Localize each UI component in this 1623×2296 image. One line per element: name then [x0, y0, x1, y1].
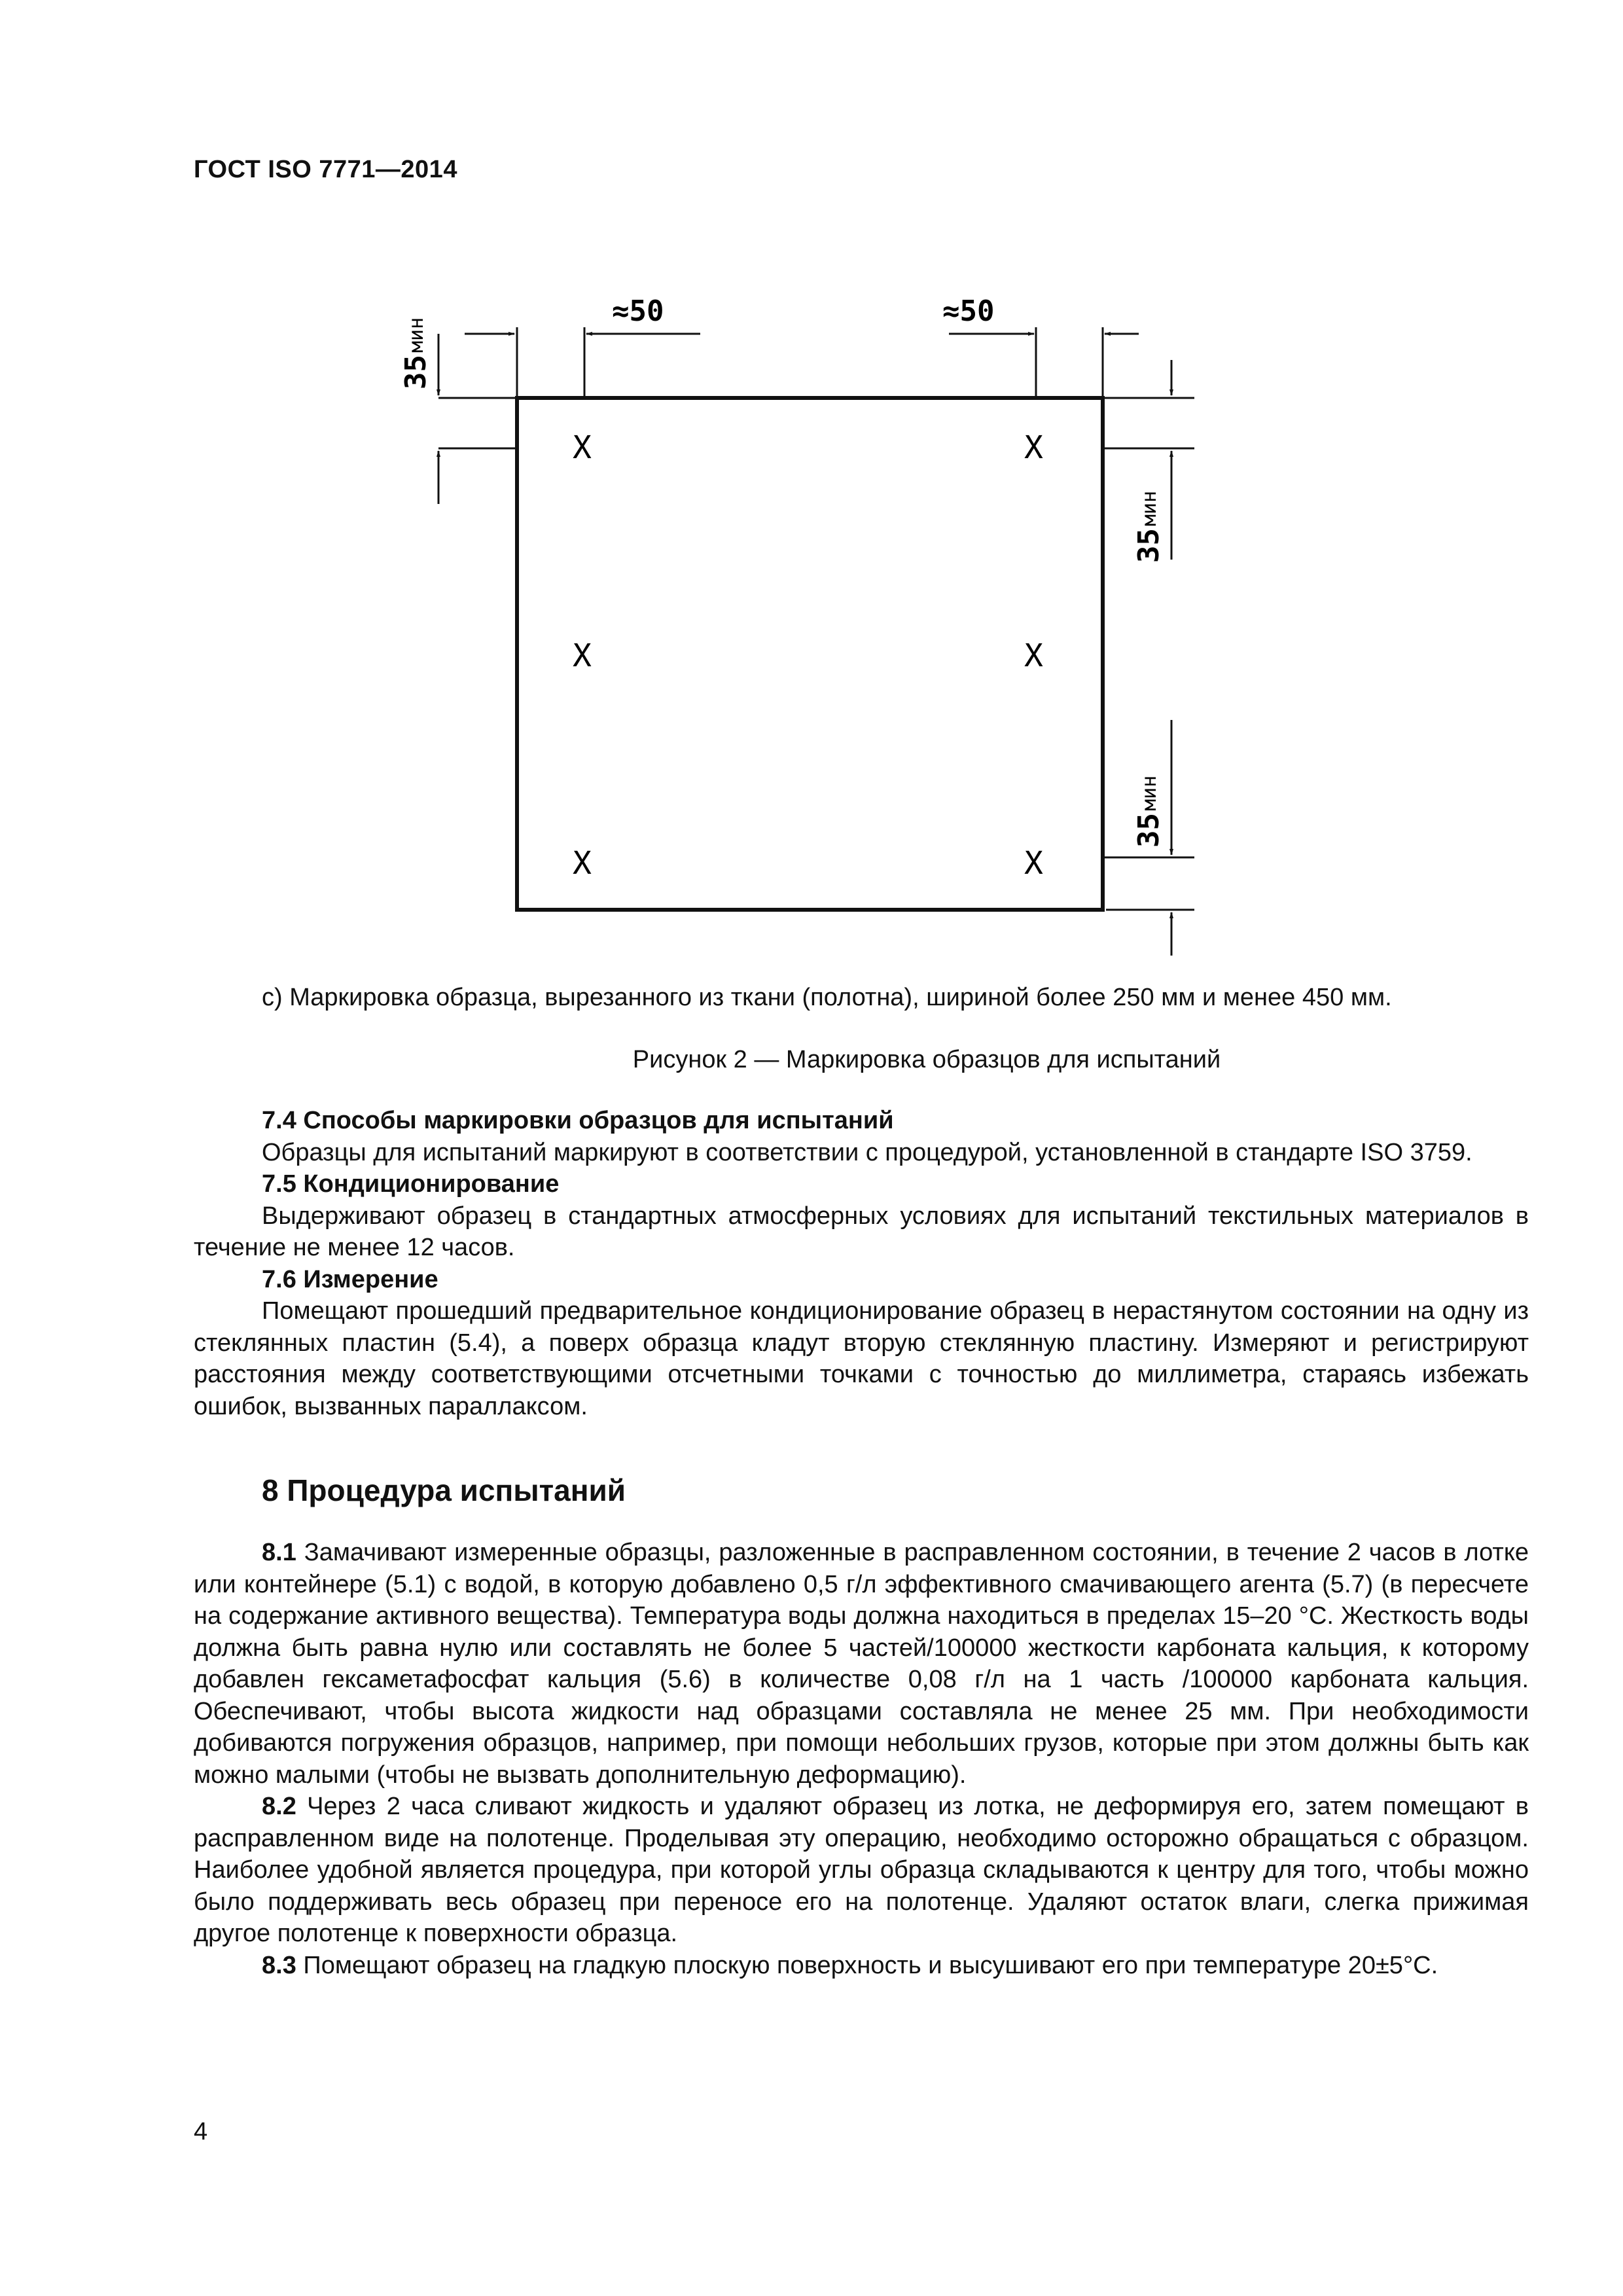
figure-subcaption: c) Маркировка образца, вырезанного из ткани (полотна), шириной более 250 мм и менее 450 мм. [262, 984, 1392, 1011]
dim-right-bottom-suffix: мин [1138, 775, 1161, 811]
clause-number: 8.1 [262, 1539, 296, 1566]
section-8 [194, 1537, 1529, 1981]
dim-top-left-label: ≈50 [612, 295, 664, 328]
document-header: ГОСТ ISO 7771—2014 [194, 156, 457, 183]
mark-x: X [1024, 429, 1043, 466]
paragraph-8-3 [194, 1950, 1529, 1982]
paragraph-8-2 [194, 1791, 1529, 1950]
specimen-marking-diagram [386, 262, 1237, 969]
heading-7-6: 7.6 Измерение [262, 1265, 438, 1293]
dim-left-suffix: мин [405, 317, 428, 353]
mark-x: X [1024, 637, 1043, 674]
clause-text: Помещают образец на гладкую плоскую поверхность и высушивают его при температуре 20±5°C. [296, 1951, 1438, 1979]
mark-x: X [573, 845, 592, 882]
paragraph-7-6: Помещают прошедший предварительное кондиционирование образец в нерастянутом состоянии на одну из стеклянных пластин (5.4), а поверх образца кладут вторую стеклянную пластину. Измеряют и регистрируют расстояния между соответствующими отсчетными точками с точностью до миллиметра, стараясь избежать ошибок, вызванных параллаксом. [194, 1297, 1529, 1420]
paragraph-8-1 [194, 1537, 1529, 1791]
dim-left-value: 35 [399, 355, 433, 389]
paragraph-7-4: Образцы для испытаний маркируют в соответствии с процедурой, установленной в стандарте ISO 3759. [262, 1138, 1472, 1166]
page-number: 4 [194, 2118, 208, 2145]
section-7 [194, 1105, 1529, 1422]
clause-text: Через 2 часа сливают жидкость и удаляют образец из лотка, не деформируя его, затем помещают в расправленном виде на полотенце. Проделывая эту операцию, необходимо осторожно обращаться с образцом. Наиболее удобной является процедура, при которой углы образца складываются к центру для того, чтобы можно было поддерживать весь образец при переносе его на полотенце. Удаляют остаток влаги, слегка прижимая другое полотенце к поверхности образца. [194, 1793, 1529, 1947]
paragraph-7-5: Выдерживают образец в стандартных атмосферных условиях для испытаний текстильных материалов в течение не менее 12 часов. [194, 1202, 1529, 1261]
clause-text: Замачивают измеренные образцы, разложенные в расправленном состоянии, в течение 2 часов в лотке или контейнере (5.1) с водой, в которую добавлено 0,5 г/л эффективного смачивающего агента (5.7) (в пересчете на содержание активного вещества). Температура воды должна находиться в пределах 15–20 °C. Жесткость воды должна быть равна нулю или составлять не более 5 частей/100000 жесткости карбоната кальция, к которому добавлен гексаметафосфат кальция (5.6) в количестве 0,08 г/л на 1 часть /100000 карбоната кальция. Обеспечивают, чтобы высота жидкости над образцами составляла не менее 25 мм. При необходимости добиваются погружения образцов, например, при помощи небольших грузов, которые при этом должны быть как можно малыми (чтобы не вызвать дополнительную деформацию). [194, 1539, 1529, 1789]
dim-top-right-label: ≈50 [942, 295, 995, 328]
mark-x: X [573, 637, 592, 674]
specimen-outline [517, 398, 1103, 910]
dim-right-mid-value: 35 [1132, 528, 1166, 563]
heading-7-5: 7.5 Кондиционирование [262, 1170, 560, 1198]
dim-right-bottom-value: 35 [1132, 813, 1166, 848]
clause-number: 8.3 [262, 1951, 296, 1979]
heading-8: 8 Процедура испытаний [262, 1473, 626, 1507]
clause-number: 8.2 [262, 1793, 296, 1820]
dim-right-mid-suffix: мин [1138, 490, 1161, 526]
heading-7-4: 7.4 Способы маркировки образцов для испытаний [262, 1107, 894, 1134]
mark-x: X [573, 429, 592, 466]
mark-x: X [1024, 845, 1043, 882]
figure-title: Рисунок 2 — Маркировка образцов для испытаний [632, 1046, 1221, 1073]
